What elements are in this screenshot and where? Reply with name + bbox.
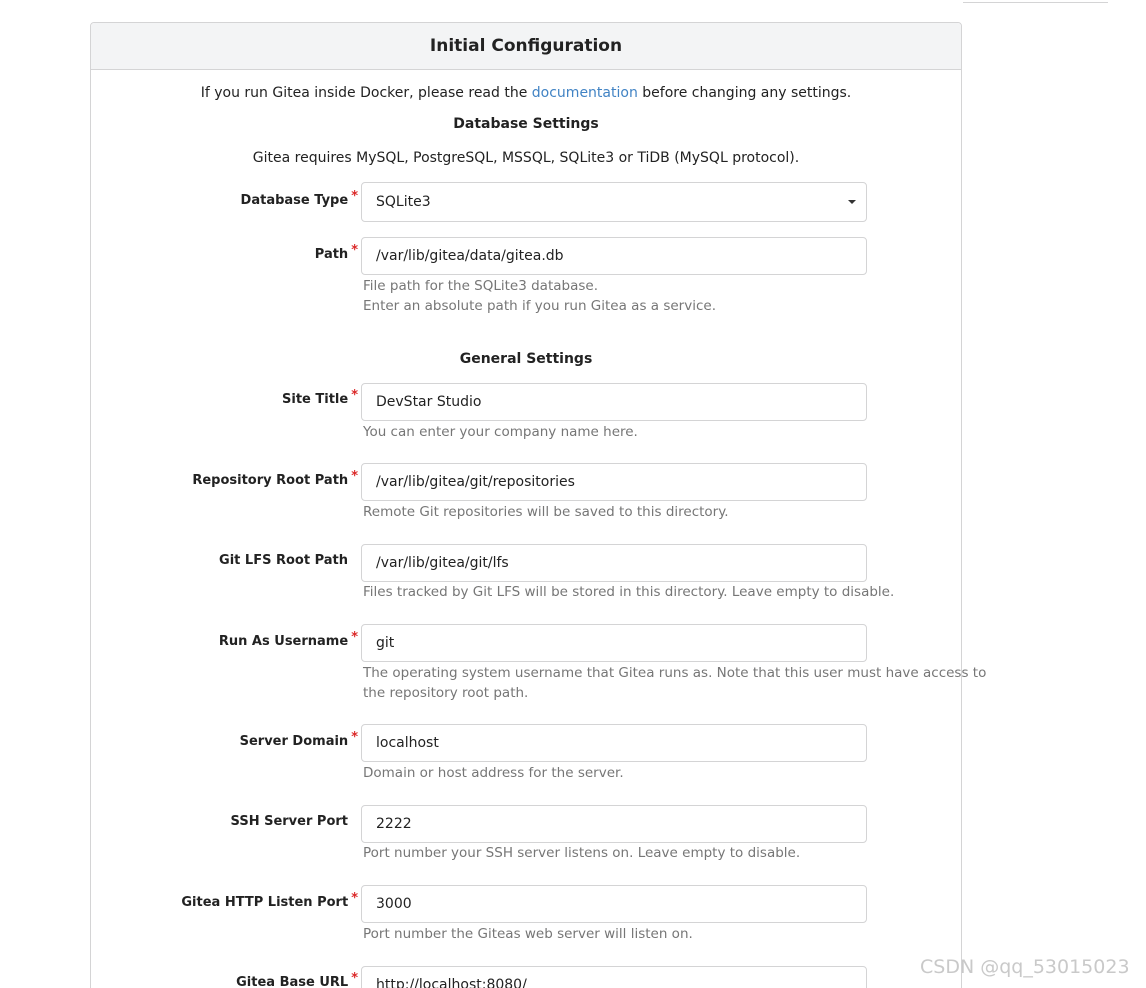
chevron-down-icon (848, 200, 856, 204)
docker-notice-after: before changing any settings. (637, 85, 852, 101)
run-user-label: Run As Username * (218, 630, 358, 649)
lfs-root-path-input[interactable] (361, 544, 867, 582)
ssh-port-help: Port number your SSH server listens on. Leave empty to disable. (363, 845, 801, 861)
ssh-port-label: SSH Server Port (230, 814, 348, 829)
docker-notice (90, 85, 962, 101)
documentation-link[interactable]: documentation (531, 85, 638, 101)
top-divider (963, 2, 1108, 3)
database-type-select[interactable] (361, 182, 867, 222)
database-requirements: Gitea requires MySQL, PostgreSQL, MSSQL, SQLite3 or TiDB (MySQL protocol). (252, 150, 800, 166)
run-user-help-1: The operating system username that Gitea runs as. Note that this user must have access to (363, 665, 987, 681)
http-port-help: Port number the Giteas web server will listen on. (363, 926, 693, 942)
watermark: CSDN @qq_53015023 (920, 956, 1130, 978)
db-path-help-1: File path for the SQLite3 database. (363, 278, 598, 294)
server-domain-input[interactable] (361, 724, 867, 762)
page-title: Initial Configuration (91, 23, 961, 70)
required-mark: * (351, 189, 358, 204)
base-url-label: Gitea Base URL * (236, 971, 358, 988)
repo-root-path-label: Repository Root Path * (192, 469, 358, 488)
lfs-root-path-help: Files tracked by Git LFS will be stored in this directory. Leave empty to disable. (363, 584, 895, 600)
required-mark: * (351, 891, 358, 906)
repo-root-path-input[interactable] (361, 463, 867, 501)
site-title-label: Site Title * (282, 388, 358, 407)
base-url-input[interactable] (361, 966, 867, 988)
database-settings-title: Database Settings (453, 116, 599, 132)
docker-notice-before: If you run Gitea inside Docker, please read the (200, 85, 532, 101)
repo-root-path-help: Remote Git repositories will be saved to this directory. (363, 504, 729, 520)
database-type-label: Database Type * (240, 189, 358, 208)
general-settings-title: General Settings (459, 351, 593, 367)
required-mark: * (351, 388, 358, 403)
db-path-input[interactable] (361, 237, 867, 275)
path-label: Path * (314, 243, 358, 262)
ssh-port-input[interactable] (361, 805, 867, 843)
server-domain-help: Domain or host address for the server. (363, 765, 624, 781)
site-title-help: You can enter your company name here. (363, 424, 638, 440)
http-port-input[interactable] (361, 885, 867, 923)
required-mark: * (351, 243, 358, 258)
run-user-help-2: the repository root path. (363, 685, 529, 701)
server-domain-label: Server Domain * (239, 730, 358, 749)
run-user-input[interactable] (361, 624, 867, 662)
required-mark: * (351, 630, 358, 645)
required-mark: * (351, 469, 358, 484)
db-path-help-2: Enter an absolute path if you run Gitea as a service. (363, 298, 716, 314)
site-title-input[interactable] (361, 383, 867, 421)
required-mark: * (351, 730, 358, 745)
lfs-root-path-label: Git LFS Root Path (219, 553, 348, 568)
http-port-label: Gitea HTTP Listen Port * (181, 891, 358, 910)
database-type-value: SQLite3 (376, 194, 431, 210)
required-mark: * (351, 971, 358, 986)
